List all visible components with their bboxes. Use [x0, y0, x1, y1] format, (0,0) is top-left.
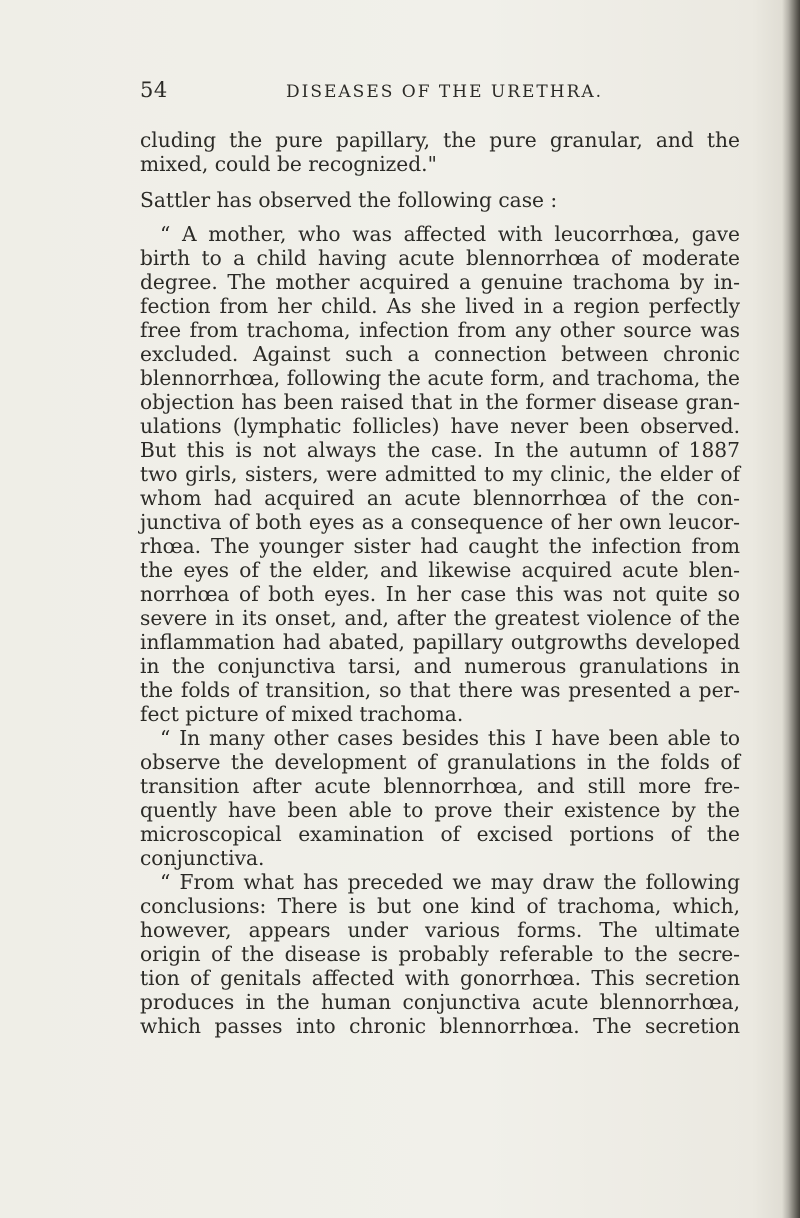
- text-line: which passes into chronic blennorrhœa. The secretion: [140, 1014, 740, 1038]
- text-line: however, appears under various forms. The ultimate: [140, 918, 740, 942]
- text-line: fection from her child. As she lived in a region perfectly: [140, 294, 740, 318]
- text-line: two girls, sisters, were admitted to my clinic, the elder of: [140, 462, 740, 486]
- text-line: microscopical examination of excised portions of the: [140, 822, 740, 846]
- text-line: fect picture of mixed trachoma.: [140, 702, 464, 726]
- text-line: degree. The mother acquired a genuine trachoma by in-: [140, 270, 740, 294]
- text-line: inflammation had abated, papillary outgrowths developed: [140, 630, 740, 654]
- text-line: “ A mother, who was affected with leucorrhœa, gave: [160, 222, 740, 246]
- text-line: norrhœa of both eyes. In her case this was not quite so: [140, 582, 740, 606]
- text-line: transition after acute blennorrhœa, and still more fre-: [140, 774, 740, 798]
- text-line: objection has been raised that in the former disease gran-: [140, 390, 740, 414]
- text-line: “ From what has preceded we may draw the following: [160, 870, 740, 894]
- body-text: [140, 128, 740, 1038]
- text-line: conclusions: There is but one kind of trachoma, which,: [140, 894, 740, 918]
- text-line: Sattler has observed the following case :: [140, 188, 558, 212]
- page-edge-shadow: [782, 0, 800, 1218]
- text-line: produces in the human conjunctiva acute blennorrhœa,: [140, 990, 740, 1014]
- text-line: origin of the disease is probably referable to the secre-: [140, 942, 740, 966]
- text-line: “ In many other cases besides this I have been able to: [160, 726, 740, 750]
- text-line: rhœa. The younger sister had caught the infection from: [140, 534, 740, 558]
- text-line: whom had acquired an acute blennorrhœa of the con-: [140, 486, 740, 510]
- text-line: blennorrhœa, following the acute form, and trachoma, the: [140, 366, 740, 390]
- text-line: observe the development of granulations in the folds of: [140, 750, 740, 774]
- text-line: tion of genitals affected with gonorrhœa. This secretion: [140, 966, 740, 990]
- text-line: ulations (lymphatic follicles) have never been observed.: [140, 414, 740, 438]
- page-number: 54: [140, 78, 168, 102]
- text-line: free from trachoma, infection from any other source was: [140, 318, 740, 342]
- text-line: cluding the pure papillary, the pure granular, and the: [140, 128, 740, 152]
- page-header: [140, 78, 740, 108]
- text-line: the eyes of the elder, and likewise acquired acute blen-: [140, 558, 740, 582]
- text-line: birth to a child having acute blennorrhœa of moderate: [140, 246, 740, 270]
- text-line: quently have been able to prove their existence by the: [140, 798, 740, 822]
- text-line: the folds of transition, so that there was presented a per-: [140, 678, 740, 702]
- running-head: DISEASES OF THE URETHRA.: [286, 82, 604, 102]
- text-line: junctiva of both eyes as a consequence of her own leucor-: [140, 510, 740, 534]
- text-line: excluded. Against such a connection between chronic: [140, 342, 740, 366]
- text-line: in the conjunctiva tarsi, and numerous granulations in: [140, 654, 740, 678]
- text-line: mixed, could be recognized.": [140, 152, 437, 176]
- text-line: severe in its onset, and, after the greatest violence of the: [140, 606, 740, 630]
- text-line: But this is not always the case. In the autumn of 1887: [140, 438, 740, 462]
- text-line: conjunctiva.: [140, 846, 265, 870]
